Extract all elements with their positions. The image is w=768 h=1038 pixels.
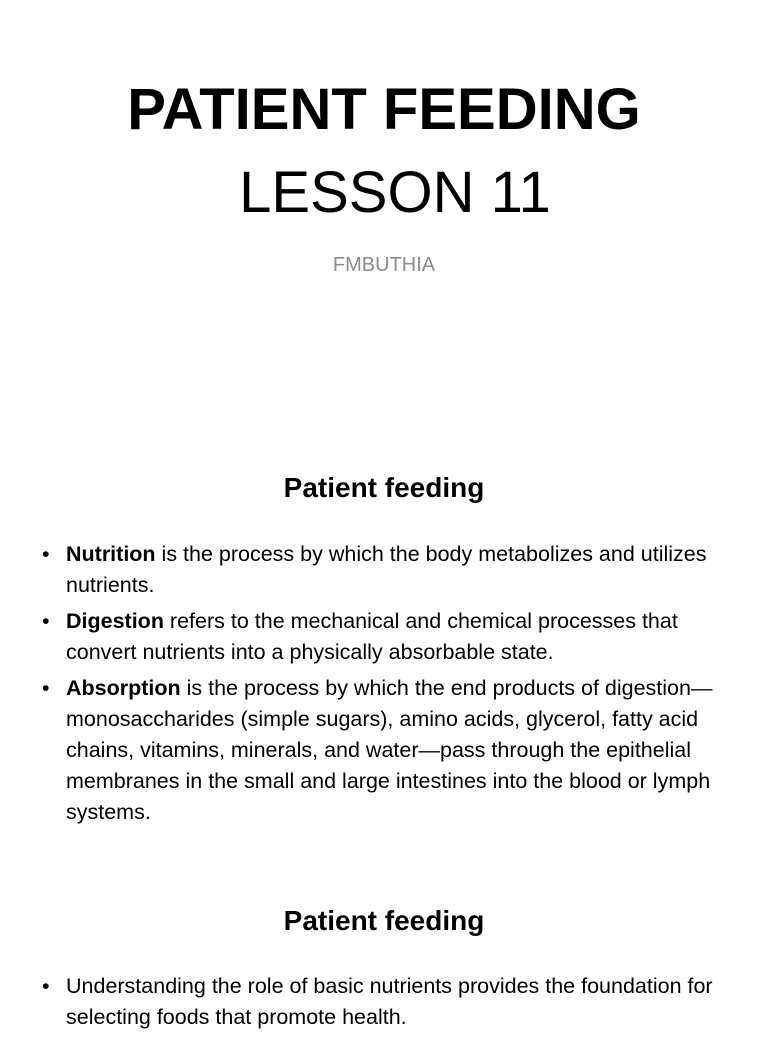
bullet-text: Understanding the role of basic nutrients provides the foundation for selecting foods that promote health.	[66, 974, 713, 1029]
slide-subtitle: LESSON 11	[239, 160, 551, 225]
bullet-item-digestion	[42, 606, 732, 668]
bullet-list	[42, 971, 732, 1038]
bullet-item-absorption	[42, 673, 732, 828]
bullet-text: is the process by which the body metabolizes and utilizes nutrients.	[66, 542, 707, 597]
bullet-term: Digestion	[66, 609, 164, 633]
bullet-dot-icon: •	[42, 542, 50, 566]
bullet-text: is the process by which the end products of digestion—monosaccharides (simple sugars), amino acids, glycerol, fatty acid chains, vitamins, minerals, and water—pass through the epithelial membranes in the small and large intestines into the blood or lymph systems.	[66, 676, 713, 824]
slide-heading: Patient feeding	[283, 472, 485, 503]
bullet-term: Absorption	[66, 676, 181, 700]
bullet-item-nutrition	[42, 539, 732, 601]
author-name: FMBUTHIA	[332, 254, 436, 276]
slide-title: PATIENT FEEDING	[127, 77, 641, 142]
bullet-dot-icon: •	[42, 676, 50, 700]
title-slide	[0, 0, 768, 432]
bullet-term: Nutrition	[66, 542, 156, 566]
slide-heading: Patient feeding	[283, 905, 485, 936]
bullet-list	[42, 539, 732, 833]
content-slide-definitions	[0, 432, 768, 864]
bullet-text: refers to the mechanical and chemical processes that convert nutrients into a physically absorbable state.	[66, 609, 678, 664]
bullet-dot-icon: •	[42, 974, 50, 998]
bullet-dot-icon: •	[42, 609, 50, 633]
content-slide-nutrients	[0, 864, 768, 1029]
